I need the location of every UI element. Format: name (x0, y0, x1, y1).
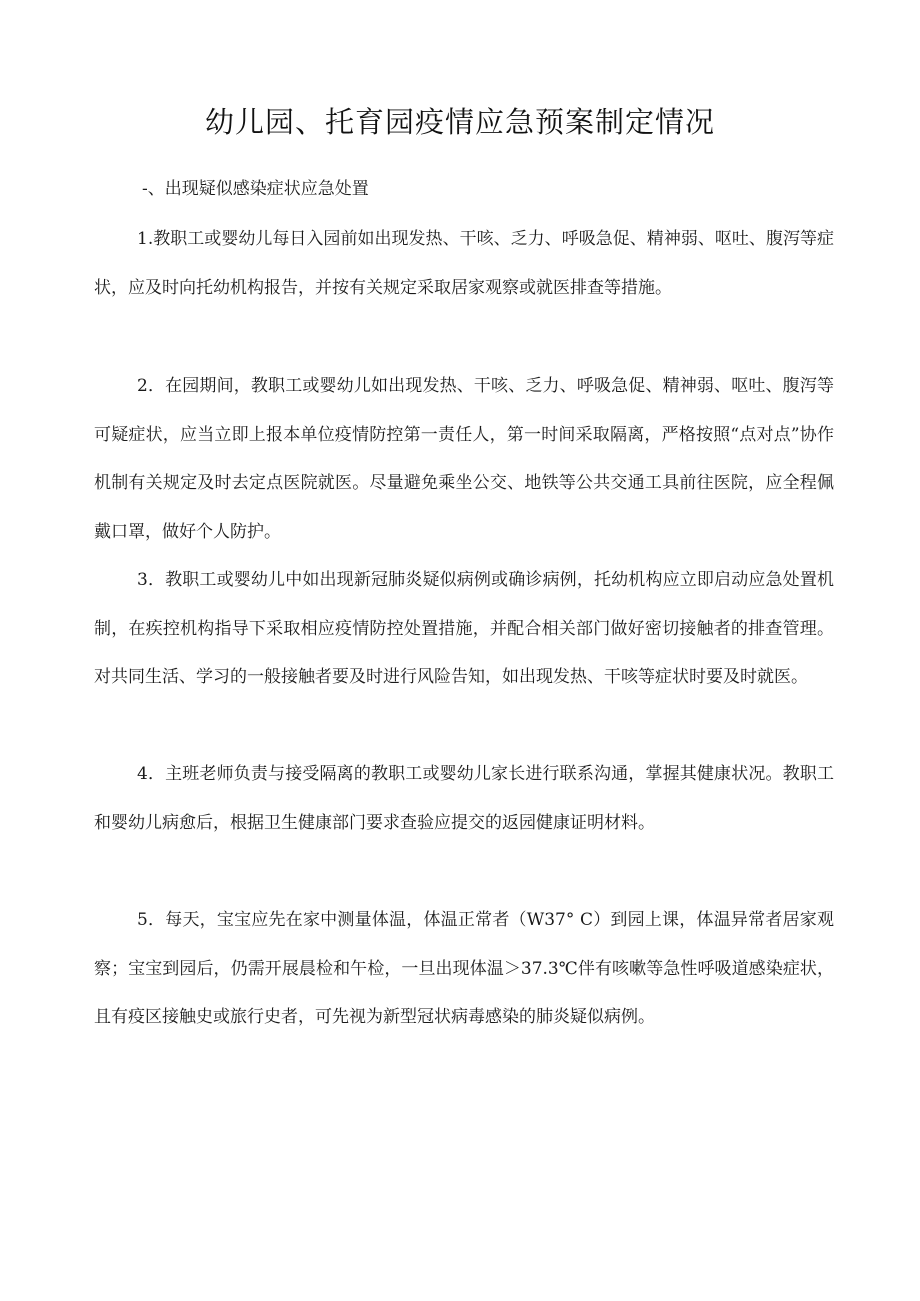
paragraph-3: 3．教职工或婴幼儿中如出现新冠肺炎疑似病例或确诊病例，托幼机构应立即启动应急处置机制，在疾控机构指导下采取相应疫情防控处置措施，并配合相关部门做好密切接触者的排查管理。对共同生活、学习的一般接触者要及时进行风险告知，如出现发热、干咳等症状时要及时就医。 (94, 570, 834, 687)
section-heading: -、出现疑似感染症状应急处置 (142, 179, 369, 199)
paragraph-5: 5．每天，宝宝应先在家中测量体温，体温正常者（W37° C）到园上课，体温异常者居家观察；宝宝到园后，仍需开展晨检和午检，一旦出现体温＞37.3℃伴有咳嗽等急性呼吸道感染症状，且有疫区接触史或旅行史者，可先视为新型冠状病毒感染的肺炎疑似病例。 (94, 910, 834, 1027)
paragraph-2: 2．在园期间，教职工或婴幼儿如出现发热、干咳、乏力、呼吸急促、精神弱、呕吐、腹泻等可疑症状，应当立即上报本单位疫情防控第一责任人，第一时间采取隔离，严格按照“点对点”协作机制有关规定及时去定点医院就医。尽量避免乘坐公交、地铁等公共交通工具前往医院，应全程佩戴口罩，做好个人防护。 (94, 376, 834, 542)
document-title: 幼儿园、托育园疫情应急预案制定情况 (204, 105, 715, 139)
paragraph-4: 4．主班老师负责与接受隔离的教职工或婴幼儿家长进行联系沟通，掌握其健康状况。教职工和婴幼儿病愈后，根据卫生健康部门要求查验应提交的返园健康证明材料。 (94, 764, 834, 833)
paragraph-1: 1.教职工或婴幼儿每日入园前如出现发热、干咳、乏力、呼吸急促、精神弱、呕吐、腹泻等症状，应及时向托幼机构报告，并按有关规定采取居家观察或就医排查等措施。 (94, 229, 834, 298)
